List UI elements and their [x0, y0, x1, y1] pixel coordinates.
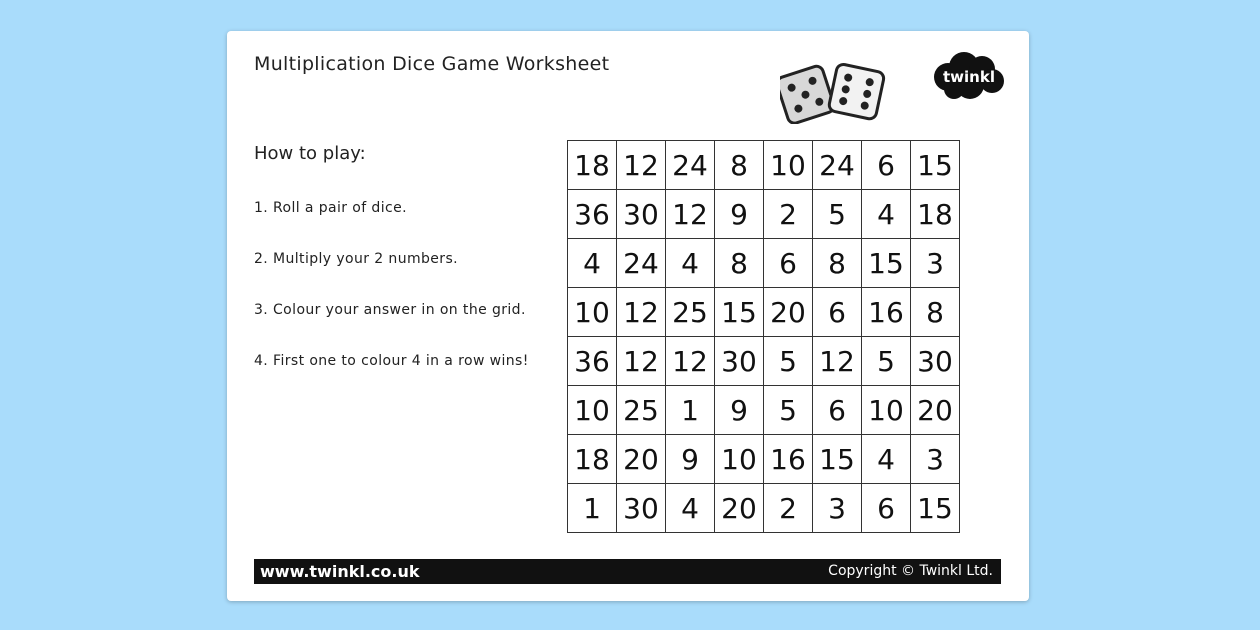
- grid-cell[interactable]: 6: [764, 239, 813, 288]
- grid-cell[interactable]: 4: [862, 435, 911, 484]
- grid-cell[interactable]: 10: [764, 141, 813, 190]
- dice-pair-icon: [780, 56, 890, 124]
- grid-cell[interactable]: 8: [715, 141, 764, 190]
- grid-cell[interactable]: 8: [813, 239, 862, 288]
- grid-cell[interactable]: 20: [911, 386, 960, 435]
- grid-cell[interactable]: 12: [666, 190, 715, 239]
- grid-cell[interactable]: 4: [666, 484, 715, 533]
- footer-url: www.twinkl.co.uk: [260, 562, 420, 581]
- worksheet-title: Multiplication Dice Game Worksheet: [254, 53, 610, 75]
- grid-cell[interactable]: 24: [617, 239, 666, 288]
- grid-cell[interactable]: 2: [764, 484, 813, 533]
- step-4: 4. First one to colour 4 in a row wins!: [254, 353, 529, 369]
- grid-cell[interactable]: 20: [715, 484, 764, 533]
- step-3: 3. Colour your answer in on the grid.: [254, 302, 526, 318]
- grid-row: [568, 239, 960, 288]
- grid-cell[interactable]: 25: [666, 288, 715, 337]
- grid-cell[interactable]: 36: [568, 337, 617, 386]
- grid-cell[interactable]: 9: [666, 435, 715, 484]
- grid-cell[interactable]: 8: [911, 288, 960, 337]
- grid-cell[interactable]: 6: [813, 386, 862, 435]
- grid-row: [568, 386, 960, 435]
- grid-cell[interactable]: 15: [813, 435, 862, 484]
- grid-row: [568, 288, 960, 337]
- grid-cell[interactable]: 16: [764, 435, 813, 484]
- grid-cell[interactable]: 5: [764, 386, 813, 435]
- worksheet-page: [227, 31, 1029, 601]
- grid-row: [568, 337, 960, 386]
- grid-cell[interactable]: 5: [813, 190, 862, 239]
- grid-cell[interactable]: 15: [911, 484, 960, 533]
- grid-cell[interactable]: 20: [764, 288, 813, 337]
- grid-cell[interactable]: 30: [617, 484, 666, 533]
- grid-row: [568, 435, 960, 484]
- grid-cell[interactable]: 6: [862, 484, 911, 533]
- grid-cell[interactable]: 12: [617, 288, 666, 337]
- footer-copyright: Copyright © Twinkl Ltd.: [828, 563, 993, 579]
- twinkl-logo-icon: [930, 51, 1008, 103]
- grid-cell[interactable]: 18: [568, 141, 617, 190]
- grid-cell[interactable]: 1: [666, 386, 715, 435]
- logo-text: twinkl: [943, 68, 995, 86]
- grid-cell[interactable]: 3: [911, 239, 960, 288]
- grid-cell[interactable]: 8: [715, 239, 764, 288]
- grid-cell[interactable]: 24: [666, 141, 715, 190]
- grid-cell[interactable]: 10: [862, 386, 911, 435]
- grid-cell[interactable]: 4: [666, 239, 715, 288]
- grid-cell[interactable]: 12: [666, 337, 715, 386]
- grid-cell[interactable]: 9: [715, 190, 764, 239]
- step-1: 1. Roll a pair of dice.: [254, 200, 407, 216]
- number-grid: [567, 140, 960, 533]
- grid-cell[interactable]: 15: [862, 239, 911, 288]
- grid-cell[interactable]: 5: [764, 337, 813, 386]
- grid-row: [568, 141, 960, 190]
- how-to-play-heading: How to play:: [254, 143, 366, 164]
- grid-cell[interactable]: 30: [715, 337, 764, 386]
- grid-cell[interactable]: 9: [715, 386, 764, 435]
- grid-cell[interactable]: 6: [862, 141, 911, 190]
- grid-cell[interactable]: 10: [715, 435, 764, 484]
- grid-cell[interactable]: 12: [813, 337, 862, 386]
- grid-cell[interactable]: 5: [862, 337, 911, 386]
- grid-cell[interactable]: 1: [568, 484, 617, 533]
- grid-cell[interactable]: 12: [617, 141, 666, 190]
- grid-cell[interactable]: 10: [568, 288, 617, 337]
- grid-cell[interactable]: 12: [617, 337, 666, 386]
- grid-cell[interactable]: 30: [617, 190, 666, 239]
- grid-cell[interactable]: 30: [911, 337, 960, 386]
- grid-row: [568, 484, 960, 533]
- grid-cell[interactable]: 2: [764, 190, 813, 239]
- step-2: 2. Multiply your 2 numbers.: [254, 251, 459, 267]
- grid-cell[interactable]: 25: [617, 386, 666, 435]
- footer-bar: [254, 559, 1001, 584]
- grid-cell[interactable]: 3: [911, 435, 960, 484]
- grid-cell[interactable]: 15: [911, 141, 960, 190]
- grid-cell[interactable]: 3: [813, 484, 862, 533]
- grid-cell[interactable]: 18: [911, 190, 960, 239]
- grid-cell[interactable]: 24: [813, 141, 862, 190]
- grid-cell[interactable]: 4: [862, 190, 911, 239]
- grid-cell[interactable]: 4: [568, 239, 617, 288]
- grid-row: [568, 190, 960, 239]
- grid-cell[interactable]: 16: [862, 288, 911, 337]
- grid-cell[interactable]: 36: [568, 190, 617, 239]
- grid-cell[interactable]: 10: [568, 386, 617, 435]
- grid-cell[interactable]: 20: [617, 435, 666, 484]
- grid-cell[interactable]: 15: [715, 288, 764, 337]
- grid-cell[interactable]: 6: [813, 288, 862, 337]
- grid-cell[interactable]: 18: [568, 435, 617, 484]
